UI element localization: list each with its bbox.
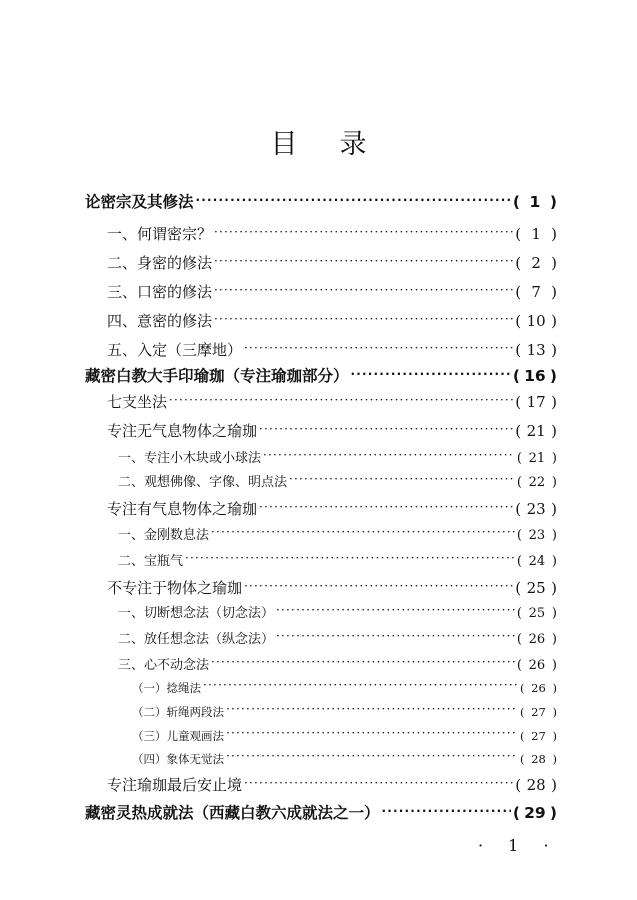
open-paren: ( — [516, 554, 522, 569]
close-paren: ) — [551, 658, 557, 673]
open-paren: ( — [515, 422, 522, 440]
toc-entry-title: 五、入定（三摩地） — [107, 341, 243, 359]
toc-entry-title: （四）象体无觉法 — [132, 752, 224, 766]
toc-entry-title: 三、心不动念法 — [118, 658, 210, 673]
page-number-footer: · 1 · — [478, 836, 559, 855]
toc-entry-title: 专注有气息物体之瑜珈 — [107, 500, 258, 518]
toc-page-ref — [517, 475, 557, 490]
toc-page-ref — [517, 554, 557, 569]
toc-entry-title: 二、观想佛像、字像、明点法 — [118, 475, 288, 490]
toc-page-number: 29 — [524, 804, 546, 822]
title-char-1: 目 — [270, 129, 298, 160]
open-paren: ( — [515, 225, 522, 243]
dot-leader — [289, 473, 515, 486]
toc-entry-title: 一、专注小木块或小球法 — [118, 451, 262, 466]
toc-page-number: 26 — [528, 658, 546, 673]
toc-page-number: 25 — [528, 606, 546, 621]
toc-page-ref — [515, 776, 557, 794]
toc-entry-title: 二、宝瓶气 — [118, 554, 184, 569]
toc-page-ref — [513, 193, 557, 211]
open-paren: ( — [516, 528, 522, 543]
toc-entry-title: 二、身密的修法 — [107, 254, 213, 272]
close-paren: ) — [551, 554, 557, 569]
toc-page-number: 28 — [526, 776, 546, 794]
dot-leader — [259, 499, 513, 514]
close-paren: ) — [552, 752, 557, 766]
toc-entry[interactable] — [107, 281, 557, 302]
dot-leader — [214, 282, 513, 297]
dot-leader — [214, 311, 513, 326]
toc-entry-title: （三）儿童观画法 — [132, 729, 224, 743]
toc-page-ref — [515, 341, 557, 359]
close-paren: ) — [551, 528, 557, 543]
toc-page-ref — [515, 225, 557, 243]
close-paren: ) — [551, 579, 557, 597]
toc-entry[interactable] — [107, 339, 557, 360]
dot-leader — [214, 224, 513, 239]
close-paren: ) — [549, 193, 557, 211]
toc-entry-title: （一）捻绳法 — [132, 681, 201, 695]
toc-entry[interactable] — [118, 654, 557, 673]
toc-page-ref — [517, 658, 557, 673]
open-paren: ( — [515, 500, 522, 518]
dot-leader — [214, 253, 513, 268]
toc-entry-title: 藏密灵热成就法（西藏白教六成就法之一） — [85, 804, 380, 822]
toc-entry-title: 不专注于物体之瑜珈 — [107, 579, 243, 597]
dot-leader — [226, 705, 518, 717]
toc-entry[interactable] — [85, 364, 557, 386]
toc-entry[interactable] — [107, 498, 557, 519]
toc-page-number: 7 — [531, 283, 541, 301]
open-paren: ( — [515, 776, 522, 794]
toc-page-ref — [517, 632, 557, 647]
dot-leader — [259, 421, 513, 436]
dot-leader — [196, 192, 511, 208]
close-paren: ) — [552, 681, 557, 695]
toc-entry[interactable] — [118, 524, 557, 543]
dot-leader — [226, 729, 518, 741]
close-paren: ) — [551, 632, 557, 647]
close-paren: ) — [549, 367, 557, 385]
toc-page-number: 2 — [531, 254, 541, 272]
toc-entry[interactable] — [118, 471, 557, 490]
toc-page-number: 24 — [528, 554, 546, 569]
dot-leader — [185, 552, 515, 565]
toc-entry[interactable] — [107, 420, 557, 441]
open-paren: ( — [515, 393, 522, 411]
dot-leader — [244, 578, 513, 593]
toc-entry-title: 七支坐法 — [107, 393, 168, 411]
toc-page-number: 10 — [526, 312, 546, 330]
toc-page-ref — [515, 422, 557, 440]
open-paren: ( — [515, 341, 522, 359]
close-paren: ) — [551, 254, 557, 272]
title-char-2: 录 — [339, 129, 367, 160]
toc-entry-title: 一、金刚数息法 — [118, 528, 210, 543]
toc-page-number: 17 — [526, 393, 546, 411]
dot-leader — [244, 775, 513, 790]
toc-entry[interactable] — [132, 680, 557, 696]
close-paren: ) — [551, 225, 557, 243]
toc-entry[interactable] — [107, 252, 557, 273]
toc-page-ref — [515, 283, 557, 301]
toc-entry-title: 专注瑜珈最后安止境 — [107, 776, 243, 794]
toc-page-number: 26 — [528, 632, 546, 647]
toc-entry-title: 一、何谓密宗？ — [107, 225, 213, 243]
dot-leader — [351, 366, 511, 382]
dot-leader — [382, 803, 511, 819]
toc-entry[interactable] — [118, 628, 557, 647]
toc-page-number: 25 — [526, 579, 546, 597]
toc-entry[interactable] — [107, 223, 557, 244]
open-paren: ( — [516, 451, 522, 466]
toc-page-ref — [515, 500, 557, 518]
toc-entry-title: 二、放任想念法（纵念法） — [118, 632, 275, 647]
toc-entry[interactable] — [107, 774, 557, 795]
toc-page-ref — [520, 752, 557, 766]
open-paren: ( — [520, 705, 525, 719]
toc-entry[interactable] — [118, 550, 557, 569]
toc-page-ref — [515, 254, 557, 272]
toc-page-number: 27 — [531, 729, 546, 743]
toc-entry-title: 专注无气息物体之瑜珈 — [107, 422, 258, 440]
toc-page-ref — [517, 451, 557, 466]
toc-page-number: 23 — [528, 528, 546, 543]
close-paren: ) — [551, 606, 557, 621]
toc-page-number: 23 — [526, 500, 546, 518]
toc-entry[interactable] — [132, 751, 557, 767]
dot-leader — [276, 630, 515, 643]
toc-entry-title: （二）斩绳两段法 — [132, 705, 224, 719]
dot-leader — [226, 752, 518, 764]
toc-page-number: 16 — [524, 367, 546, 385]
toc-page-ref — [520, 729, 557, 743]
toc-page-ref — [515, 312, 557, 330]
toc-entry-title: 一、切断想念法（切念法） — [118, 606, 275, 621]
toc-page-number: 26 — [531, 681, 546, 695]
close-paren: ) — [551, 500, 557, 518]
close-paren: ) — [551, 341, 557, 359]
dot-leader — [263, 449, 515, 462]
open-paren: ( — [520, 681, 525, 695]
toc-entry-title: 藏密白教大手印瑜珈（专注瑜珈部分） — [85, 367, 349, 385]
toc-page-ref — [513, 804, 557, 822]
close-paren: ) — [551, 451, 557, 466]
toc-entry[interactable] — [132, 728, 557, 744]
toc-entry[interactable] — [132, 704, 557, 720]
toc-entry[interactable] — [107, 310, 557, 331]
open-paren: ( — [516, 606, 522, 621]
open-paren: ( — [512, 367, 520, 385]
open-paren: ( — [515, 579, 522, 597]
toc-page-number: 21 — [526, 422, 546, 440]
dot-leader — [169, 392, 513, 407]
close-paren: ) — [551, 422, 557, 440]
close-paren: ) — [552, 705, 557, 719]
toc-page-ref — [517, 606, 557, 621]
close-paren: ) — [551, 393, 557, 411]
toc-entry[interactable] — [118, 447, 557, 466]
toc-page-number: 1 — [531, 225, 541, 243]
close-paren: ) — [551, 283, 557, 301]
toc-page-number: 22 — [528, 475, 546, 490]
toc-entry-title: 四、意密的修法 — [107, 312, 213, 330]
open-paren: ( — [520, 752, 525, 766]
toc-page-ref — [520, 681, 557, 695]
toc-page-ref — [520, 705, 557, 719]
toc-page-ref — [515, 579, 557, 597]
dot-leader — [203, 681, 518, 693]
open-paren: ( — [520, 729, 525, 743]
open-paren: ( — [516, 632, 522, 647]
close-paren: ) — [551, 312, 557, 330]
toc-page-ref — [517, 528, 557, 543]
toc-entry-title: 三、口密的修法 — [107, 283, 213, 301]
dot-leader — [211, 526, 515, 539]
toc-page-number: 27 — [531, 705, 546, 719]
dot-leader — [276, 604, 515, 617]
toc-entry[interactable] — [85, 190, 557, 212]
toc-entry[interactable] — [85, 801, 557, 823]
toc-page-ref — [515, 393, 557, 411]
open-paren: ( — [516, 475, 522, 490]
toc-entry[interactable] — [107, 391, 557, 412]
toc-page-number: 21 — [528, 451, 546, 466]
toc-entry-title: 论密宗及其修法 — [85, 193, 194, 211]
toc-page-number: 1 — [529, 193, 541, 211]
open-paren: ( — [515, 254, 522, 272]
close-paren: ) — [551, 776, 557, 794]
toc-entry[interactable] — [107, 577, 557, 598]
toc-page-number: 13 — [526, 341, 546, 359]
close-paren: ) — [552, 729, 557, 743]
dot-leader — [244, 340, 513, 355]
open-paren: ( — [515, 283, 522, 301]
toc-entry[interactable] — [118, 602, 557, 621]
close-paren: ) — [549, 804, 557, 822]
toc-page-number: 28 — [531, 752, 546, 766]
close-paren: ) — [551, 475, 557, 490]
open-paren: ( — [515, 312, 522, 330]
open-paren: ( — [512, 193, 520, 211]
open-paren: ( — [512, 804, 520, 822]
dot-leader — [211, 656, 515, 669]
open-paren: ( — [516, 658, 522, 673]
toc-page-ref — [513, 367, 557, 385]
